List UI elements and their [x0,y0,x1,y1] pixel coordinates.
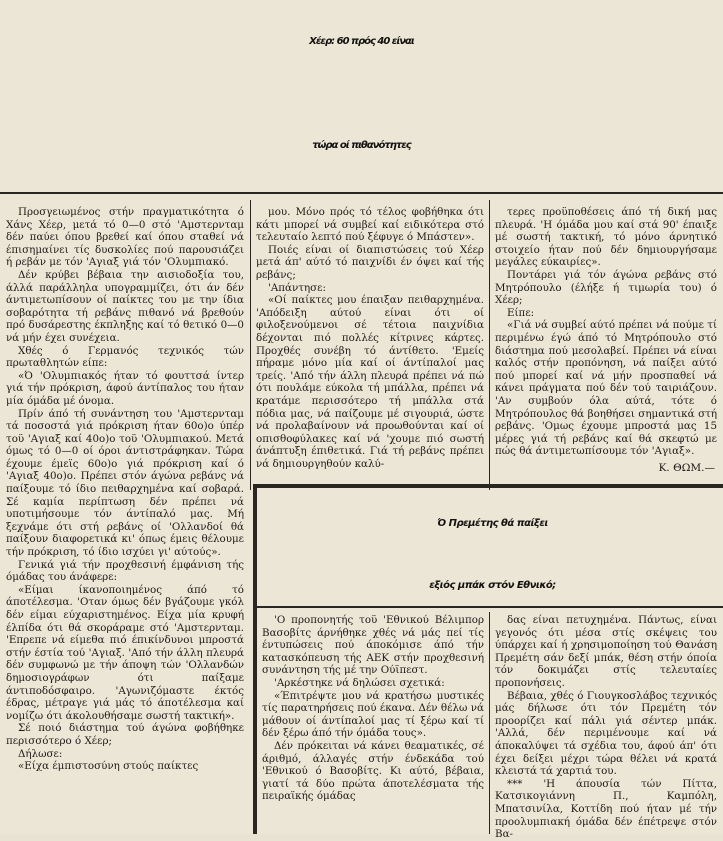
paragraph: Βέβαια, χθές ό Γιουγκοσλάβος τεχνικός μάς δήλωσε ότι τόν Πρεμέτη τόν προορίζει καί πάλι γιά σέντερ μπάκ. 'Αλλά, δέν περιμένουμε καί νά άποκαλύψει τά σχέδια του, άφού άπ' ότι έχει δείξει μέχρι τώρα θέλει νά κρατά κλειστά τά χαρτιά του. [495,689,717,778]
article1-column-1 [6,206,244,834]
box-rule-left [253,484,257,834]
paragraph: Είπε: [507,306,535,319]
paragraph: 'Απάντησε: [268,281,326,294]
paragraph: Δήλωσε: [18,747,63,760]
article2-column-2 [495,614,717,841]
paragraph: Προσγειωμένος στήν πραγματικότητα ό Χάνς Χέερ, μετά τό 0—0 στό 'Αμστερνταμ δέν παύει όπου βρεθεί καί όπου σταθεί νά έπισημαίνει τίς δυσκολίες πού παρουσιάζει ή ρεβάν με τόν 'Αγιαξ γιά τόν 'Ολυμπιακό. [6,206,244,269]
paragraph: «Είχα έμπιστοσύνη στούς παίκτες [18,760,199,773]
subheadline-line-2: εξιός μπάκ στόν Εθνικό; [429,580,556,592]
paragraph: Ποιές είναι οί διαπιστώσεις τού Χέερ μετά άπ' αύτό τό παιχνίδι έν όψει καί τής ρεβάνς; [256,243,484,281]
paragraph: 'Αρκέστηκε νά δηλώσει σχετικά: [274,676,445,689]
box-rule-top [253,484,723,488]
headline-line-1: Χέερ: 60 πρός 40 είναι [309,36,414,47]
column-divider-2 [489,200,490,490]
article1-column-2 [256,206,484,482]
subheadline-line-1: Ό Πρεμέτης θά παίξει [437,518,548,530]
paragraph: Σέ ποιό διάστημα τού άγώνα φοβήθηκε περισσότερο ό Χέερ; [6,722,244,747]
paragraph: «Έπιτρέψτε μου νά κρατήσω μυστικές τίς παρατηρήσεις πού έκανα. Δέν θέλω νά μάθουν οί άντίπαλοί μας τί ξέρω καί τί δέν ξέρω άπό τήν όμάδα τους». [262,689,484,740]
column-divider-1 [250,200,251,490]
paragraph: 'Ο προπονητής τοϋ 'Εθνικού Βέλιμπορ Βασοβίτς άρνήθηκε χθές νά μάς πεί τίς έντυπώσεις πού άποκόμισε άπό τήν κατασκόπευση τής ΑΕΚ στήν προχθεσινή συνάντηση τής μέ την Ούϊπεστ. [262,614,484,677]
paragraph: Γενικά γιά τήν προχθεσινή έμφάνιση τής όμάδας του άνάφερε: [6,558,244,584]
article1-column-3 [495,206,717,464]
paragraph: «Γιά νά συμβεί αύτό πρέπει νά πούμε τί περιμένω έγώ άπό τό Μητρόπουλο στό διάστημα πού μεσολαβεί. Πρέπει νά είναι καλός στήν προπόνηση, νά παίξει αύτό πού μπορεί καί νά μήν προσπαθεί νά κάνει πράγματα πού δέν τού ταιριάζουν. 'Αν συμβούν όλα αύτά, τότε ό Μητρόπουλος θά βοηθήσει σημαντικά στή ρεβάνς. 'Ομως έχουμε μπροστά μας 15 μέρες γιά τή ρεβάνς καί θά σκεφτώ με πώς θά άντιμετωπίσουμε τόν 'Αγιαξ». [495,319,717,458]
paragraph: Πρίν άπό τή συνάντηση του 'Αμστερνταμ τά ποσοστά γιά πρόκριση ήταν 60ο)ο ύπέρ τοϋ 'Αγιαξ καί 40ο)ο τοϋ 'Ολυμπιακού. Μετά όμως τό 0—0 οί όροι άντιστράφηκαν. Τώρα έχουμε έμεϊς 60ο)ο γιά πρόκριση καί ό 'Αγιαξ 40ο)ο. Πρέπει στόν άγώνα ρεβάνς νά παίξουμε τό ίδιο πειθαρχημένα καί σοβαρά. Σέ καμία περίπτωση δέν πρέπει νά υποτιμήσουμε τόν άντίπαλό μας. Μή ξεχνάμε ότι στή ρεβάνς οί 'Ολλανδοί θά παίξουν διαφορετικά κι' όπως έμεις θέλουμε τήν πρόκριση, τό ίδιο ισχύει γι' αύτούς». [6,407,244,559]
paragraph: «Ό 'Ολυμπιακός ήταν τό φουττσά ίντερ γιά τήν πρόκριση, άφού άντίπαλος του ήταν μία όμάδα μέ όνομα. [6,369,244,407]
column-divider-3 [489,612,490,834]
paragraph: Χθές ό Γερμανός τεχνικός τών πρωταθλητών είπε: [6,344,244,370]
paragraph: *** 'Η άπουσία τών Πίττα, Κατσικογιάννη Π., Καμπόλη, Μπατσινίλα, Κοττίδη πού ήταν μέ τήν προολυμπιακή όμάδα δέν έπέτρεψε στόν Βα- [495,777,717,841]
paragraph: τερες προϋποθέσεις άπό τή δική μας πλευρά. 'Η όμάδα μου καί στά 90' έπαιξε μέ σωστή τακτική, τό μόνο άρνητικό στοιχείο ήταν πού δέν δημιουργήσαμε μεγάλες εύκαιρίες». [495,206,717,269]
article1-signature: Κ. ΘΩΜ.— [658,462,715,474]
paragraph: «Είμαι ίκανοποιημένος άπό τό άποτέλεσμα. 'Οταν όμως δέν βγάζουμε γκόλ δέν είμαι εύχαριστημένος. Είχα μία κρυφή έλπίδα ότι θά σκοράραμε στό 'Αμστερνταμ. 'Επρεπε νά είμεθα πιό έπικίνδυνοι μπροστά στήν έστία τού 'Αγιαξ. 'Από τήν άλλη πλευρά δέν συμφωνώ με τήν άποψη τών 'Ολλανδών δημοσιογράφων ότι παίξαμε άντιποδόσφαιρο. 'Αγωνιζόμαστε έκτός έδρας, μέτραγε γιά μάς τό άποτέλεσμα καί νομίζω ότι άκολουθήσαμε σωστή τακτική». [6,583,244,722]
paragraph: Δέν κρύβει βέβαια την αισιοδοξία του, άλλά παράλληλα υπογραμμίζει, ότι άν δέν άντιμετωπίσουν οί παίκτες του με την ίδια σοβαρότητα τή ρεβάνς πιθανό νά βρεθούν πρό δυσάρεστης έκπληξης καί τό θετικό 0—0 νά μήν έχει συνέχεια. [6,268,244,344]
headline-rule [0,192,723,194]
paragraph: Δέν πρόκειται νά κάνει θεαματικές, σέ άριθμό, άλλαγές στήν ένδεκάδα τού 'Εθνικού ό Βασοβίτς. Κι αύτό, βέβαια, γιατί τά δύο πρώτα άποτελέσματα τής πειραϊκής όμάδας [262,739,484,803]
headline-line-2: τώρα οί πιθανότητες [312,140,411,151]
article2-column-1 [262,614,484,834]
paragraph: Ποντάρει γιά τόν άγώνα ρεβάνς στό Μητρόπουλο (έλήξε ή τιμωρία του) ό Χέερ; [495,268,717,307]
paragraph: μου. Μόνο πρός τό τέλος φοβήθηκα ότι κάτι μπορεί νά συμβεί καί ειδικότερα στό τελευταίο λεπτό πού ξέφυγε ό Μπάστεν». [256,206,484,244]
paragraph: δας είναι πετυχημένα. Πάντως, είναι γεγονός ότι μέσα στίς σκέψεις του ύπάρχει καί ή χρησιμοποίηση τού Θανάση Πρεμέτη σάν δεξί μπάκ, θέση στήν όποία τόν δοκιμάζει στίς τελευταίες προπονήσεις. [495,614,717,689]
paragraph: «Οί παίκτες μου έπαιξαν πειθαρχημένα. 'Απόδειξη αύτού είναι ότι οί φιλοξενούμενοι σέ τέτοια παιχνίδια δέχονται πιό πολλές κίτρινες κάρτες. Προχθές συνέβη τό άντίθετο. 'Εμείς πήραμε μόνο μία καί οί άντίπαλοί μας τρείς. 'Από τήν άλλη πλευρά πρέπει νά πώ ότι πουλάμε εύκολα τή μπάλλα, πρέπει νά κρατάμε περισσότερο τή μπάλλα στά πόδια μας, νά παίζουμε μέ σιγουριά, ώστε νά προλαβαίνουν νά προωθούνται καί οί οπισθοφύλακες καί νά 'χουμε πιό σωστή άνάπτυξη έπιθετικά. Γιά τή ρεβάνς πρέπει νά δημιουργηθούν καλύ- [256,294,484,470]
